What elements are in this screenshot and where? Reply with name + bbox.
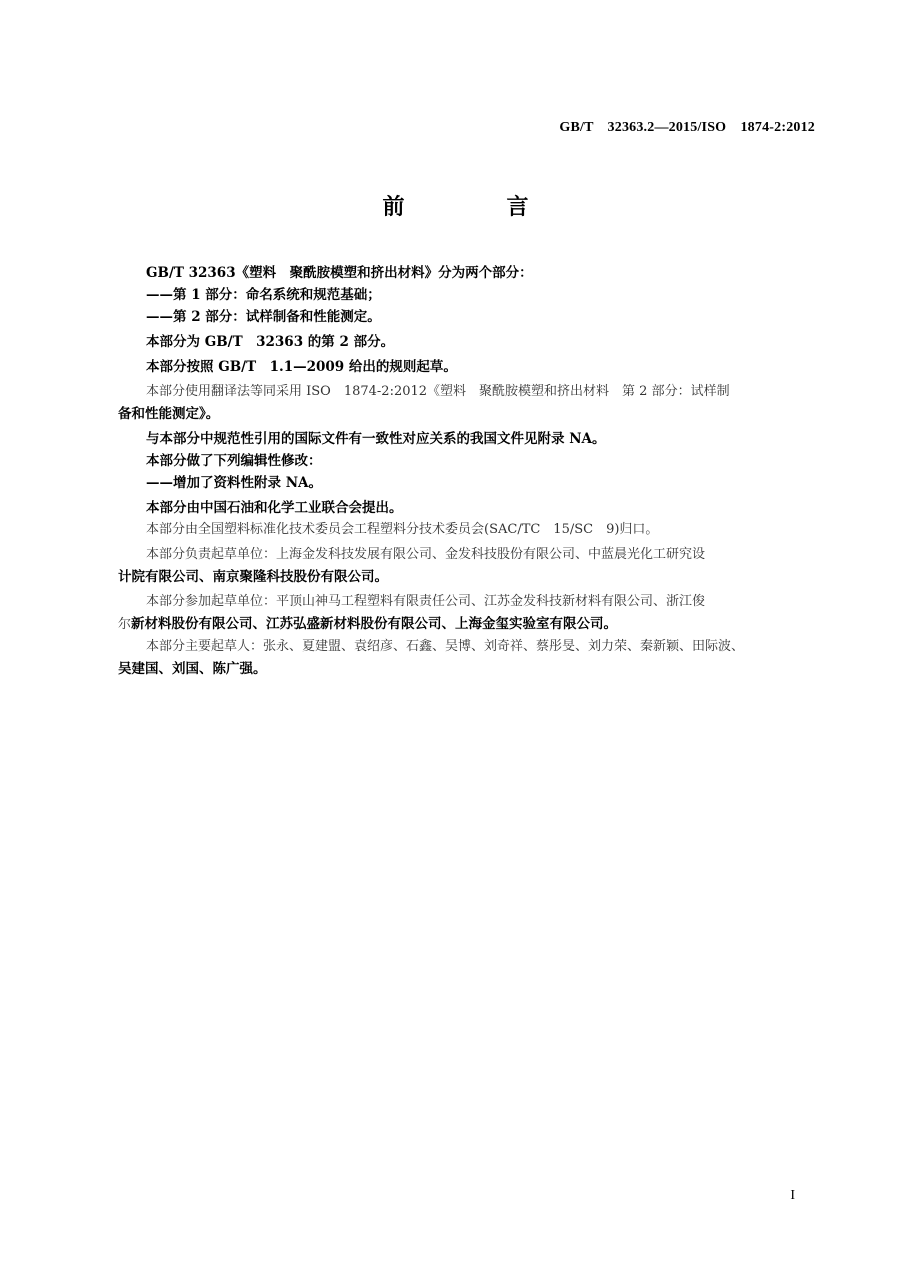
- paragraph-part-2: ——第 2 部分：试样制备和性能测定。: [146, 309, 381, 325]
- paragraph-editorial-changes: 本部分做了下列编辑性修改：: [146, 453, 322, 469]
- paragraph-main-drafters-line2: 吴建国、刘国、陈广强。: [118, 661, 267, 677]
- paragraph-responsible-units-line1: 本部分负责起草单位：上海金发科技发展有限公司、金发科技股份有限公司、中蓝晨光化工研究设: [146, 547, 706, 562]
- paragraph-part-1: ——第 1 部分：命名系统和规范基础；: [146, 287, 381, 303]
- paragraph-iso-adoption-line1: 本部分使用翻译法等同采用 ISO 1874-2:2012《塑料 聚酰胺模塑和挤出材料 第 2 部分：试样制: [146, 384, 730, 399]
- page-title: 前 言: [382, 195, 569, 220]
- paragraph-participating-units-line2: [118, 613, 814, 636]
- page-number: I: [790, 1188, 795, 1203]
- paragraph-parts-intro: GB/T 32363《塑料 聚酰胺模塑和挤出材料》分为两个部分：: [146, 265, 533, 281]
- paragraph-technical-committee: 本部分由全国塑料标准化技术委员会工程塑料分技术委员会(SAC/TC 15/SC 9)归口。: [146, 522, 659, 537]
- paragraph-drafting-rules: 本部分按照 GB/T 1.1—2009 给出的规则起草。: [146, 359, 457, 375]
- paragraph-iso-adoption-line2: 备和性能测定》。: [118, 406, 220, 422]
- paragraph-annex-na: 与本部分中规范性引用的国际文件有一致性对应关系的我国文件见附录 NA。: [146, 431, 606, 447]
- paragraph-proposed-by: 本部分由中国石油和化学工业联合会提出。: [146, 500, 403, 516]
- foreword-body: [118, 262, 814, 680]
- paragraph-main-drafters-line1: 本部分主要起草人：张永、夏建盟、袁绍彦、石鑫、吴博、刘奇祥、蔡彤旻、刘力荣、秦新颖、田际波、: [146, 639, 745, 654]
- paragraph-added-annex: ——增加了资料性附录 NA。: [146, 475, 323, 491]
- paragraph-responsible-units-line2: 计院有限公司、南京聚隆科技股份有限公司。: [118, 569, 388, 585]
- participating-units-line2-rest: 新材料股份有限公司、江苏弘盛新材料股份有限公司、上海金玺实验室有限公司。: [131, 616, 618, 632]
- standard-code-header: GB/T 32363.2—2015/ISO 1874-2:2012: [559, 120, 815, 135]
- participating-units-line2-start: 尔: [118, 617, 132, 632]
- paragraph-participating-units-line1: 本部分参加起草单位：平顶山神马工程塑料有限责任公司、江苏金发科技新材料有限公司、浙江俊: [146, 594, 706, 609]
- paragraph-this-part: 本部分为 GB/T 32363 的第 2 部分。: [146, 334, 395, 350]
